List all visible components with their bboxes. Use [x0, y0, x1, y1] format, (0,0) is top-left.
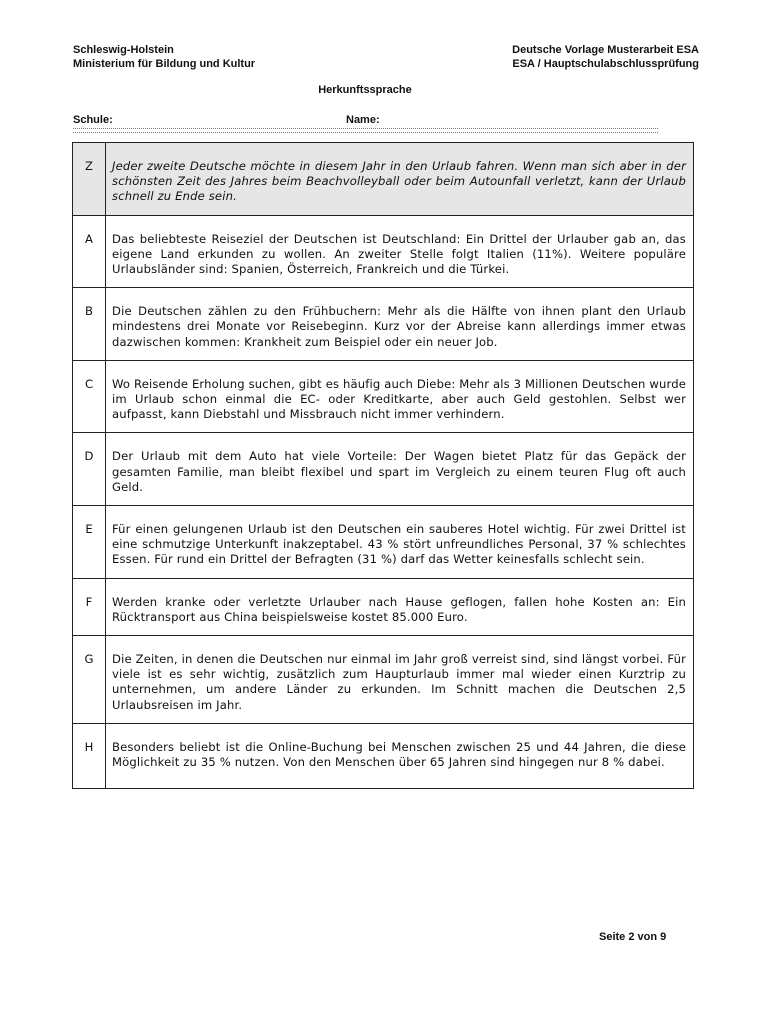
- row-letter: D: [73, 433, 106, 506]
- text-table: [72, 142, 694, 789]
- row-letter: C: [73, 360, 106, 433]
- row-text: Der Urlaub mit dem Auto hat viele Vorteile: Der Wagen bietet Platz für das Gepäck der gesamten Familie, man bleibt flexibel und spart im Vergleich zu einem teuren Flug oft auch Geld.: [106, 433, 694, 506]
- row-letter: F: [73, 578, 106, 635]
- row-letter: G: [73, 636, 106, 724]
- table-row-h: [73, 723, 694, 788]
- name-label: Name:: [346, 114, 380, 126]
- row-letter: B: [73, 288, 106, 361]
- row-letter: E: [73, 506, 106, 579]
- row-text: Besonders beliebt ist die Online-Buchung bei Menschen zwischen 25 und 44 Jahren, die diese Möglichkeit zu 35 % nutzen. Von den Menschen über 65 Jahren sind hingegen nur 8 % dabei.: [106, 723, 694, 788]
- header-separator: [73, 128, 658, 133]
- row-text: Jeder zweite Deutsche möchte in diesem Jahr in den Urlaub fahren. Wenn man sich aber in der schönsten Zeit des Jahres beim Beachvolleyball oder beim Autounfall verletzt, kann der Urlaub schnell zu Ende sein.: [106, 143, 694, 216]
- table-row-b: [73, 288, 694, 361]
- row-text: Für einen gelungenen Urlaub ist den Deutschen ein sauberes Hotel wichtig. Für zwei Drittel ist eine schmutzige Unterkunft inakzeptabel. 43 % stört unfreundliches Personal, 37 % schlechtes Essen. Für rund ein Drittel der Befragten (31 %) darf das Wetter keinesfalls schlecht sein.: [106, 506, 694, 579]
- row-text: Werden kranke oder verletzte Urlauber nach Hause geflogen, fallen hohe Kosten an: Ein Rücktransport aus China beispielsweise kostet 85.000 Euro.: [106, 578, 694, 635]
- table-row-g: [73, 636, 694, 724]
- table-row-a: [73, 215, 694, 288]
- row-letter: Z: [73, 143, 106, 216]
- row-letter: H: [73, 723, 106, 788]
- header-ministry: Ministerium für Bildung und Kultur: [73, 58, 256, 70]
- school-label: Schule:: [73, 114, 113, 126]
- table-row-z: [73, 143, 694, 216]
- row-text: Die Zeiten, in denen die Deutschen nur einmal im Jahr groß verreist sind, sind längst vorbei. Für viele ist es sehr wichtig, zusätzlich zum Haupturlaub immer mal wieder einen Kurztrip zu unternehmen, um andere Länder zu erkunden. Im Schnitt machen die Deutschen 2,5 Urlaubsreisen im Jahr.: [106, 636, 694, 724]
- header-left: [73, 43, 255, 71]
- table-row-d: [73, 433, 694, 506]
- header-state: Schleswig-Holstein: [73, 44, 174, 56]
- row-text: Die Deutschen zählen zu den Frühbuchern: Mehr als die Hälfte von ihnen plant den Urlaub mindestens drei Monate vor Reisebeginn. Kurz vor der Abreise kann allerdings immer etwas dazwischen kommen: Krankheit zum Beispiel oder ein neuer Job.: [106, 288, 694, 361]
- table-row-f: [73, 578, 694, 635]
- header-template-title: Deutsche Vorlage Musterarbeit ESA: [512, 44, 699, 56]
- subject-title: Herkunftssprache: [318, 84, 412, 96]
- row-text: Wo Reisende Erholung suchen, gibt es häufig auch Diebe: Mehr als 3 Millionen Deutschen wurde im Urlaub schon einmal die EC- oder Kreditkarte, aber auch Geld gestohlen. Selbst wer aufpasst, kann Diebstahl und Missbrauch nicht immer verhindern.: [106, 360, 694, 433]
- header-right: [512, 43, 699, 71]
- row-letter: A: [73, 215, 106, 288]
- table-row-e: [73, 506, 694, 579]
- header-exam-title: ESA / Hauptschulabschlussprüfung: [512, 58, 699, 70]
- table-row-c: [73, 360, 694, 433]
- row-text: Das beliebteste Reiseziel der Deutschen ist Deutschland: Ein Drittel der Urlauber gab an, das eigene Land erkunden zu wollen. An zweiter Stelle folgt Italien (11%). Weitere populäre Urlaubsländer sind: Spanien, Österreich, Frankreich und die Türkei.: [106, 215, 694, 288]
- page-number: Seite 2 von 9: [599, 931, 667, 943]
